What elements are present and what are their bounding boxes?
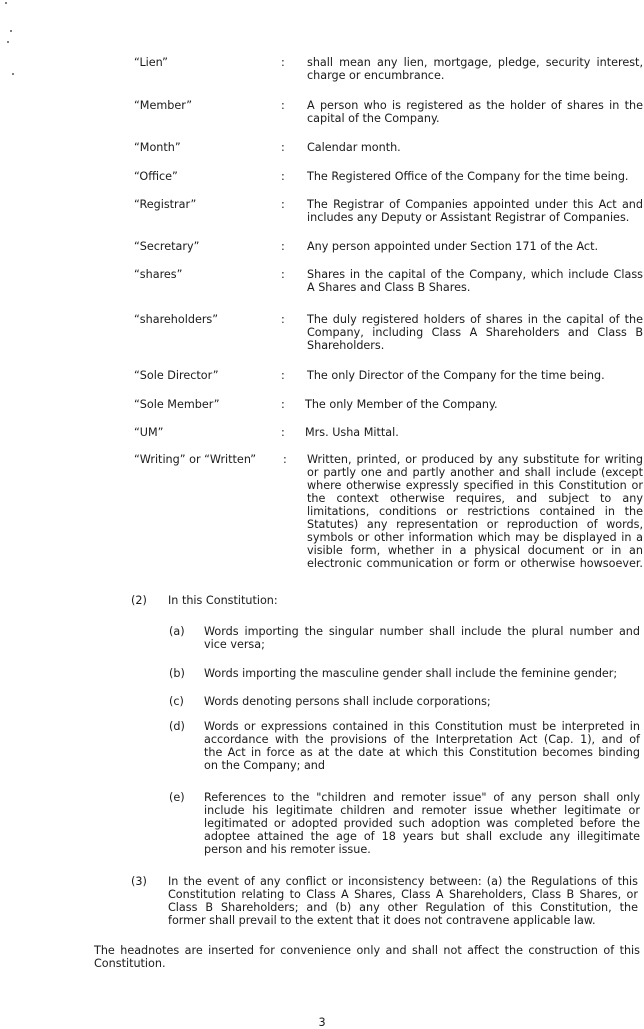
definition-colon: :	[283, 453, 287, 466]
definition-colon: :	[281, 198, 285, 211]
definition-line: Shares in the capital of the Company, which include Class	[307, 268, 643, 281]
headnotes-paragraph	[94, 944, 640, 970]
definition-line: Written, printed, or produced by any substitute for writing	[307, 453, 643, 466]
definition-line: A person who is registered as the holder of shares in the	[307, 99, 643, 112]
clause-line: Constitution relating to Class A Shares, Class A Shareholders, Class B Shares, or	[168, 888, 638, 901]
definition-line: Shareholders.	[307, 339, 385, 352]
sub-clause-line: Words denoting persons shall include corporations;	[204, 695, 491, 708]
definition-meaning	[307, 198, 643, 224]
sub-clause-line: legitimated or adopted provided such adoption was completed before the	[204, 817, 640, 830]
sub-clause-line: include his legitimate children and remoter issue whether legitimate or	[204, 804, 640, 817]
sub-clause-line: the Act in force as at the date at which this Constitution becomes binding	[204, 746, 640, 759]
sub-clause-line: vice versa;	[204, 638, 265, 651]
definition-meaning	[307, 453, 643, 570]
definition-term: “Month”	[134, 141, 181, 154]
definition-meaning	[307, 313, 643, 352]
definition-line: Calendar month.	[307, 141, 401, 154]
sub-clause-line: on the Company; and	[204, 759, 326, 772]
sub-clause-label: (e)	[169, 791, 185, 804]
sub-clause-label: (c)	[169, 695, 184, 708]
sub-clause-text	[204, 625, 640, 651]
definition-line: Company, including Class A Shareholders and Class B	[307, 326, 643, 339]
definition-term: “Sole Director”	[134, 369, 219, 382]
scan-speck	[12, 73, 14, 75]
sub-clause-line: accordance with the provisions of the Interpretation Act (Cap. 1), and of	[204, 733, 640, 746]
definition-meaning	[307, 170, 643, 183]
paragraph-line: Constitution.	[94, 957, 166, 970]
definition-meaning	[305, 426, 641, 439]
definition-colon: :	[281, 141, 285, 154]
clause-number: (3)	[131, 875, 147, 888]
definition-line: The only Director of the Company for the time being.	[307, 369, 605, 382]
definition-term: “Writing” or “Written”	[134, 453, 257, 466]
definition-line: charge or encumbrance.	[307, 69, 445, 82]
definition-term: “Lien”	[134, 56, 168, 69]
sub-clause-line: person and his remoter issue.	[204, 843, 371, 856]
definition-term: “shares”	[134, 268, 183, 281]
clause-intro: In this Constitution:	[168, 594, 278, 607]
definition-line: The Registrar of Companies appointed under this Act and	[307, 198, 643, 211]
definition-colon: :	[281, 369, 285, 382]
definition-line: Statutes) any representation or reproduction of words,	[307, 518, 643, 531]
definition-term: “shareholders”	[134, 313, 219, 326]
sub-clause-line: References to the "children and remoter issue" of any person shall only	[204, 791, 640, 804]
definition-line: A Shares and Class B Shares.	[307, 281, 471, 294]
definition-line: the context otherwise requires, and subject to any	[307, 492, 643, 505]
definition-meaning	[307, 268, 643, 294]
definition-term: “Member”	[134, 99, 193, 112]
page-number: 3	[318, 1016, 326, 1029]
sub-clause-text	[204, 695, 640, 708]
definition-line: symbols or other information which may be displayed in a	[307, 531, 643, 544]
definition-meaning	[307, 141, 643, 154]
definition-line: The Registered Office of the Company for the time being.	[307, 170, 629, 183]
sub-clause-line: Words importing the singular number shall include the plural number and	[204, 625, 640, 638]
sub-clause-text	[204, 720, 640, 772]
sub-clause-line: Words importing the masculine gender shall include the feminine gender;	[204, 667, 618, 680]
definition-meaning	[307, 369, 643, 382]
sub-clause-label: (b)	[169, 667, 185, 680]
clause-line: In the event of any conflict or inconsistency between: (a) the Regulations of this	[168, 875, 638, 888]
scan-speck	[10, 30, 12, 32]
definition-colon: :	[281, 170, 285, 183]
definition-line: electronic communication or form or otherwise howsoever.	[307, 557, 643, 570]
definition-line: limitations, conditions or restrictions contained in the	[307, 505, 643, 518]
sub-clause-text	[204, 791, 640, 856]
definition-colon: :	[281, 313, 285, 326]
definition-colon: :	[281, 99, 285, 112]
definition-line: shall mean any lien, mortgage, pledge, security interest,	[307, 56, 643, 69]
definition-term: “Registrar”	[134, 198, 197, 211]
scan-speck	[5, 2, 7, 4]
definition-line: where otherwise expressly specified in this Constitution or	[307, 479, 643, 492]
definition-term: “Sole Member”	[134, 398, 220, 411]
definition-line: visible form, whether in a physical document or in an	[307, 544, 643, 557]
definition-line: includes any Deputy or Assistant Registrar of Companies.	[307, 211, 630, 224]
sub-clause-line: adoptee attained the age of 18 years but shall exclude any illegitimate	[204, 830, 640, 843]
sub-clause-text	[204, 667, 640, 680]
definition-term: “UM”	[134, 426, 164, 439]
sub-clause-label: (d)	[169, 720, 185, 733]
definition-colon: :	[281, 268, 285, 281]
definition-term: “Office”	[134, 170, 178, 183]
definition-meaning	[307, 99, 643, 125]
definition-line: Any person appointed under Section 171 of the Act.	[307, 240, 599, 253]
definition-line: The only Member of the Company.	[305, 398, 498, 411]
definition-line: capital of the Company.	[307, 112, 440, 125]
definition-line: The duly registered holders of shares in the capital of the	[307, 313, 643, 326]
definition-meaning	[307, 240, 643, 253]
clause-3-text	[168, 875, 638, 927]
clause-line: Class B Shareholders; and (b) any other Regulation of this Constitution, the	[168, 901, 638, 914]
definition-term: “Secretary”	[134, 240, 200, 253]
definition-colon: :	[281, 398, 285, 411]
definition-line: Mrs. Usha Mittal.	[305, 426, 399, 439]
sub-clause-line: Words or expressions contained in this Constitution must be interpreted in	[204, 720, 640, 733]
clause-line: former shall prevail to the extent that it does not contravene applicable law.	[168, 914, 596, 927]
definition-colon: :	[281, 56, 285, 69]
scan-speck	[7, 41, 9, 43]
definition-colon: :	[281, 426, 285, 439]
sub-clause-label: (a)	[169, 625, 185, 638]
definition-meaning	[305, 398, 641, 411]
definition-line: or partly one and partly another and shall include (except	[307, 466, 643, 479]
paragraph-line: The headnotes are inserted for convenience only and shall not affect the construction of this	[94, 944, 640, 957]
definition-meaning	[307, 56, 643, 82]
clause-number: (2)	[131, 594, 147, 607]
definition-colon: :	[281, 240, 285, 253]
